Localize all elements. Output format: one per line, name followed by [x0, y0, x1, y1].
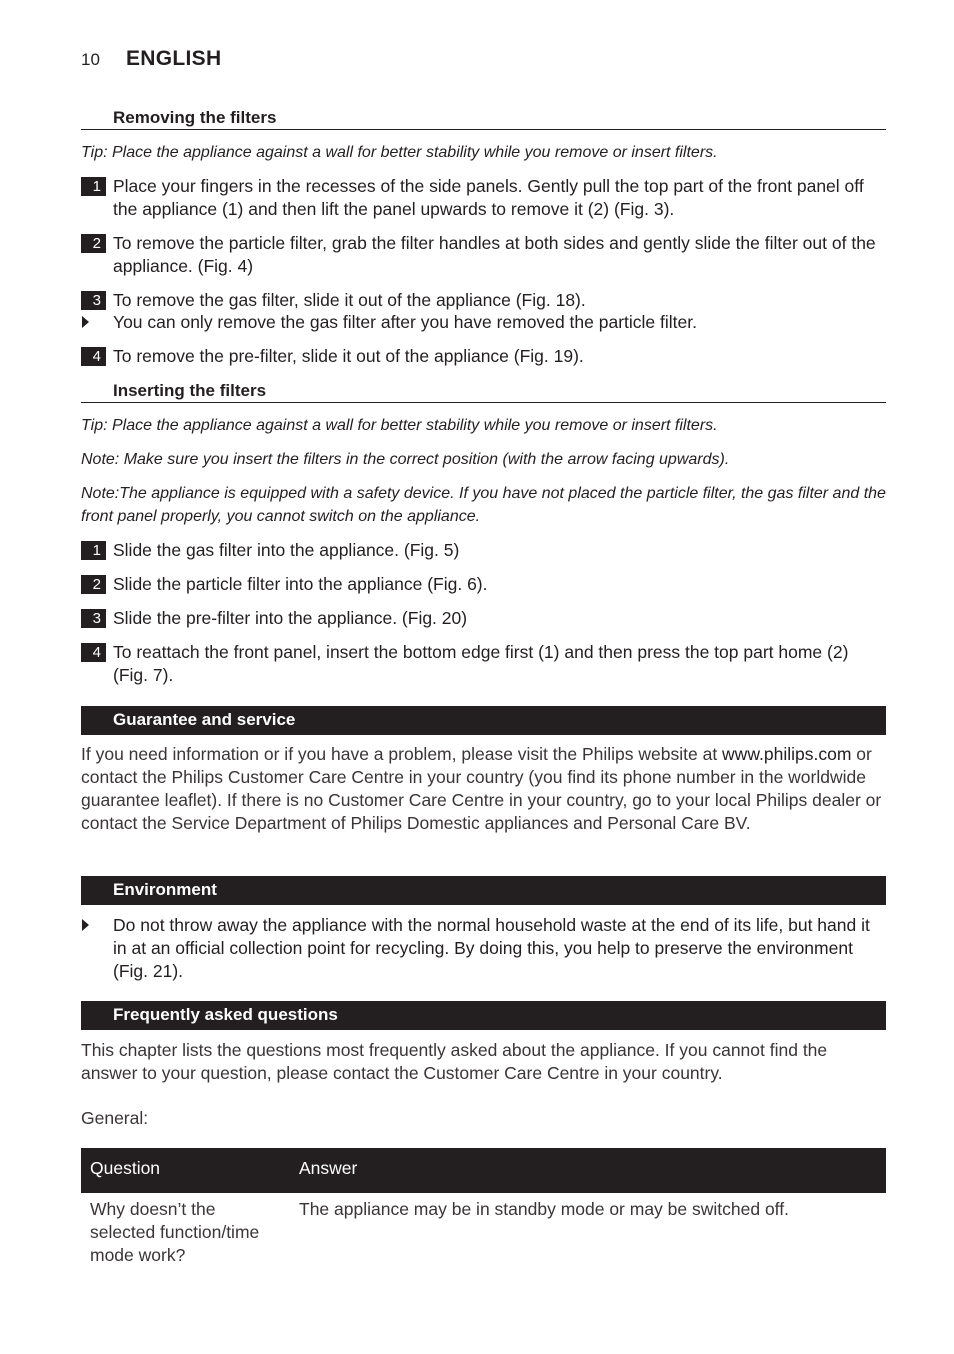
guarantee-text-end: or contact the Philips Customer Care Centre in your country (you find its phone number in the worldwide guarantee leaflet). If there is no Customer Care Centre in your country, go to your local Philips dealer or contact the Service Department of Philips Domestic appliances and Personal Care BV.: [81, 744, 882, 833]
step-text: Slide the gas filter into the appliance. (Fig. 5): [113, 540, 460, 560]
faq-row-answer: The appliance may be in standby mode or may be switched off.: [299, 1199, 789, 1219]
guarantee-text-start: If you need information or if you have a problem, please visit the Philips website at: [81, 744, 723, 764]
guarantee-paragraph: [81, 743, 886, 835]
tip-inserting: Tip: Place the appliance against a wall for better stability while you remove or insert filters.: [81, 417, 718, 434]
bullet-text: You can only remove the gas filter after you have removed the particle filter.: [113, 312, 697, 332]
step-number: 4: [81, 643, 106, 662]
faq-intro: This chapter lists the questions most frequently asked about the appliance. If you cannot find the answer to your question, please contact the Customer Care Centre in your country.: [81, 1040, 828, 1083]
note-arrow-position: Note: Make sure you insert the filters in the correct position (with the arrow facing upwards).: [81, 451, 730, 468]
bullet-text: Do not throw away the appliance with the normal household waste at the end of its life, but hand it in at an official collection point for recycling. By doing this, you help to preserve the environment (Fig. 21).: [113, 915, 870, 981]
section-heading-removing: [81, 108, 886, 130]
step-number: 2: [81, 234, 106, 253]
section-heading-guarantee: [81, 706, 886, 735]
faq-row-question: Why doesn’t the selected function/time mode work?: [90, 1199, 260, 1265]
step-number: 1: [81, 541, 106, 560]
step-number: 3: [81, 291, 106, 310]
step-text: Slide the particle filter into the appliance (Fig. 6).: [113, 574, 488, 594]
heading-text: Inserting the filters: [113, 381, 267, 400]
step-text: To remove the pre-filter, slide it out of the appliance (Fig. 19).: [113, 346, 584, 366]
column-header-question: Question: [90, 1158, 161, 1178]
section-heading-environment: [81, 876, 886, 905]
step-number: 4: [81, 347, 106, 366]
step-text: To reattach the front panel, insert the bottom edge first (1) and then press the top part home (2) (Fig. 7).: [113, 642, 849, 685]
step-text: To remove the particle filter, grab the filter handles at both sides and gently slide the filter out of the appliance. (Fig. 4): [113, 233, 876, 276]
step-number: 1: [81, 177, 106, 196]
faq-general-label: General:: [81, 1108, 149, 1128]
bullet-arrow-icon: [82, 316, 89, 328]
bullet-arrow-icon: [82, 919, 89, 931]
section-heading-inserting: [81, 381, 886, 403]
page-number: 10: [81, 50, 100, 69]
step-number: 2: [81, 575, 106, 594]
heading-text: Frequently asked questions: [113, 1005, 338, 1024]
heading-text: Environment: [113, 880, 217, 899]
language-label: ENGLISH: [126, 47, 222, 70]
faq-table-header: [81, 1148, 886, 1193]
tip-removing: Tip: Place the appliance against a wall for better stability while you remove or insert filters.: [81, 144, 718, 161]
note-safety-device: Note:The appliance is equipped with a safety device. If you have not placed the particle filter, the gas filter and the front panel properly, you cannot switch on the appliance.: [81, 485, 886, 525]
heading-text: Removing the filters: [113, 108, 277, 127]
section-heading-faq: [81, 1001, 886, 1030]
step-text: To remove the gas filter, slide it out of the appliance (Fig. 18).: [113, 290, 586, 310]
step-text: Slide the pre-filter into the appliance. (Fig. 20): [113, 608, 468, 628]
column-header-answer: Answer: [299, 1158, 358, 1178]
step-text: Place your fingers in the recesses of the side panels. Gently pull the top part of the front panel off the appliance (1) and then lift the panel upwards to remove it (2) (Fig. 3).: [113, 176, 864, 219]
step-number: 3: [81, 609, 106, 628]
philips-website-link[interactable]: www.philips.com: [722, 744, 852, 764]
heading-text: Guarantee and service: [113, 710, 296, 729]
